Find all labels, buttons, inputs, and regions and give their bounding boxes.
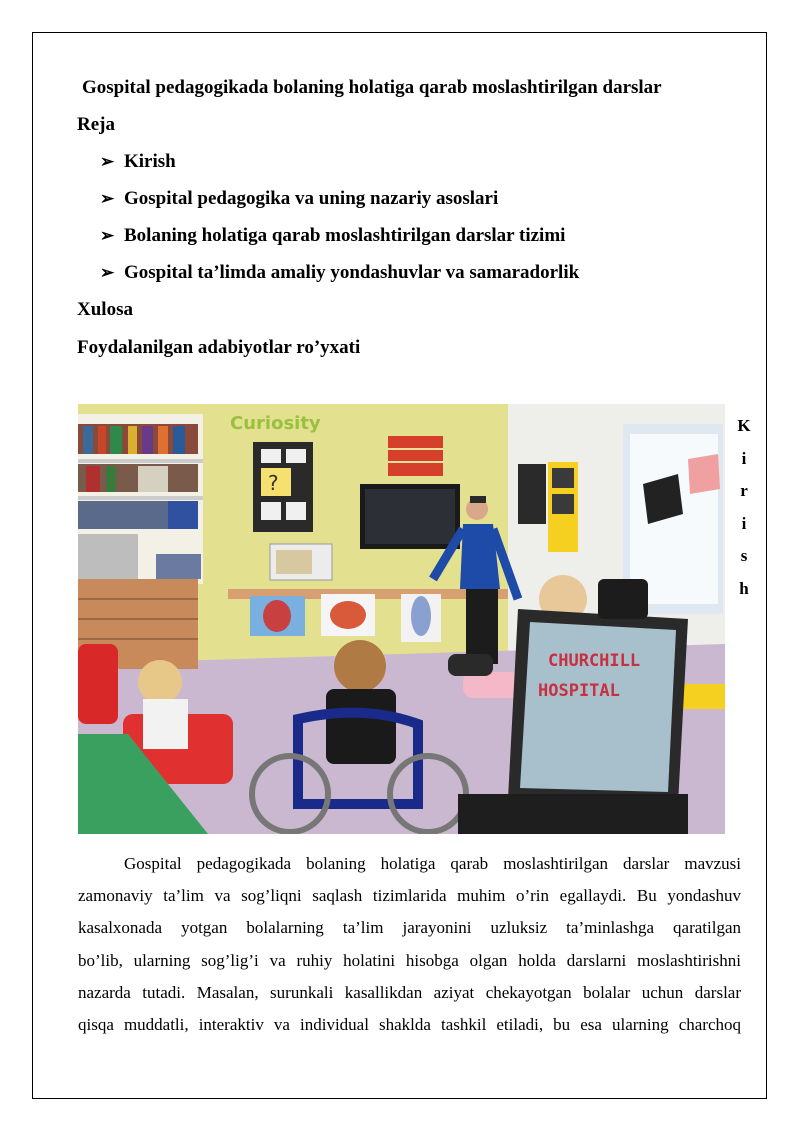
intro-paragraph [78, 848, 741, 1041]
plan-item-label: Kirish [124, 151, 176, 172]
heading-letter: i [741, 448, 747, 468]
arrow-bullet-icon: ➢ [100, 226, 115, 245]
heading-letter: r [740, 481, 748, 500]
arrow-bullet-icon: ➢ [100, 189, 115, 208]
plan-item-label: Bolaning holatiga qarab moslashtirilgan darslar tizimi [124, 225, 566, 246]
paragraph-line: Gospital pedagogikada bolaning holatiga qarab moslashtirilgan darslar mavzusi [124, 854, 741, 873]
plan-item-kirish [100, 151, 176, 173]
section-heading-kirish [734, 410, 754, 605]
references-heading: Foydalanilgan adabiyotlar ro’yxati [77, 337, 361, 358]
document-title: Gospital pedagogikada bolaning holatiga qarab moslashtirilgan darslar [82, 77, 662, 98]
heading-letter: h [739, 578, 749, 598]
heading-letter: K [737, 416, 751, 435]
paragraph-line: qisqa muddatli, interaktiv va individual shaklda tashkil etiladi, bu esa ularning charchoq [78, 1015, 741, 1035]
conclusion-heading: Xulosa [77, 299, 133, 320]
svg-text:?: ? [268, 471, 279, 495]
arrow-bullet-icon: ➢ [100, 152, 115, 171]
paragraph-line: nazarda tutadi. Masalan, surunkali kasallikdan aziyat chekayotgan bolalar uchun darslar [78, 982, 741, 1002]
curiosity-wall-sign: Curiosity [230, 413, 321, 434]
arrow-bullet-icon: ➢ [100, 263, 115, 282]
plan-item-label: Gospital ta’limda amaliy yondashuvlar va samaradorlik [124, 262, 580, 283]
classroom-photo [78, 404, 725, 834]
paragraph-line: zamonaviy ta’lim va sog’liqni saqlash tizimlarida muhim o’rin egallaydi. Bu yondashuv [78, 886, 741, 906]
wheelchair-text-line1: CHURCHILL [548, 651, 641, 671]
plan-item-theory [100, 188, 498, 210]
plan-heading: Reja [77, 114, 115, 135]
heading-letter: i [741, 513, 747, 533]
paragraph-line: kasalxonada yotgan bolalarning ta’lim jarayonini uzluksiz ta’minlashga qaratilgan [78, 918, 741, 938]
heading-letter: s [740, 546, 748, 565]
plan-item-practice [100, 262, 579, 284]
plan-item-lesson-system [100, 225, 565, 247]
paragraph-line: bo’lib, ularning sog’lig’i va ruhiy holatini hisobga olgan holda darslarni moslashtirishni [78, 950, 741, 970]
wheelchair-text-line2: HOSPITAL [538, 681, 620, 701]
plan-item-label: Gospital pedagogika va uning nazariy asoslari [124, 188, 499, 209]
